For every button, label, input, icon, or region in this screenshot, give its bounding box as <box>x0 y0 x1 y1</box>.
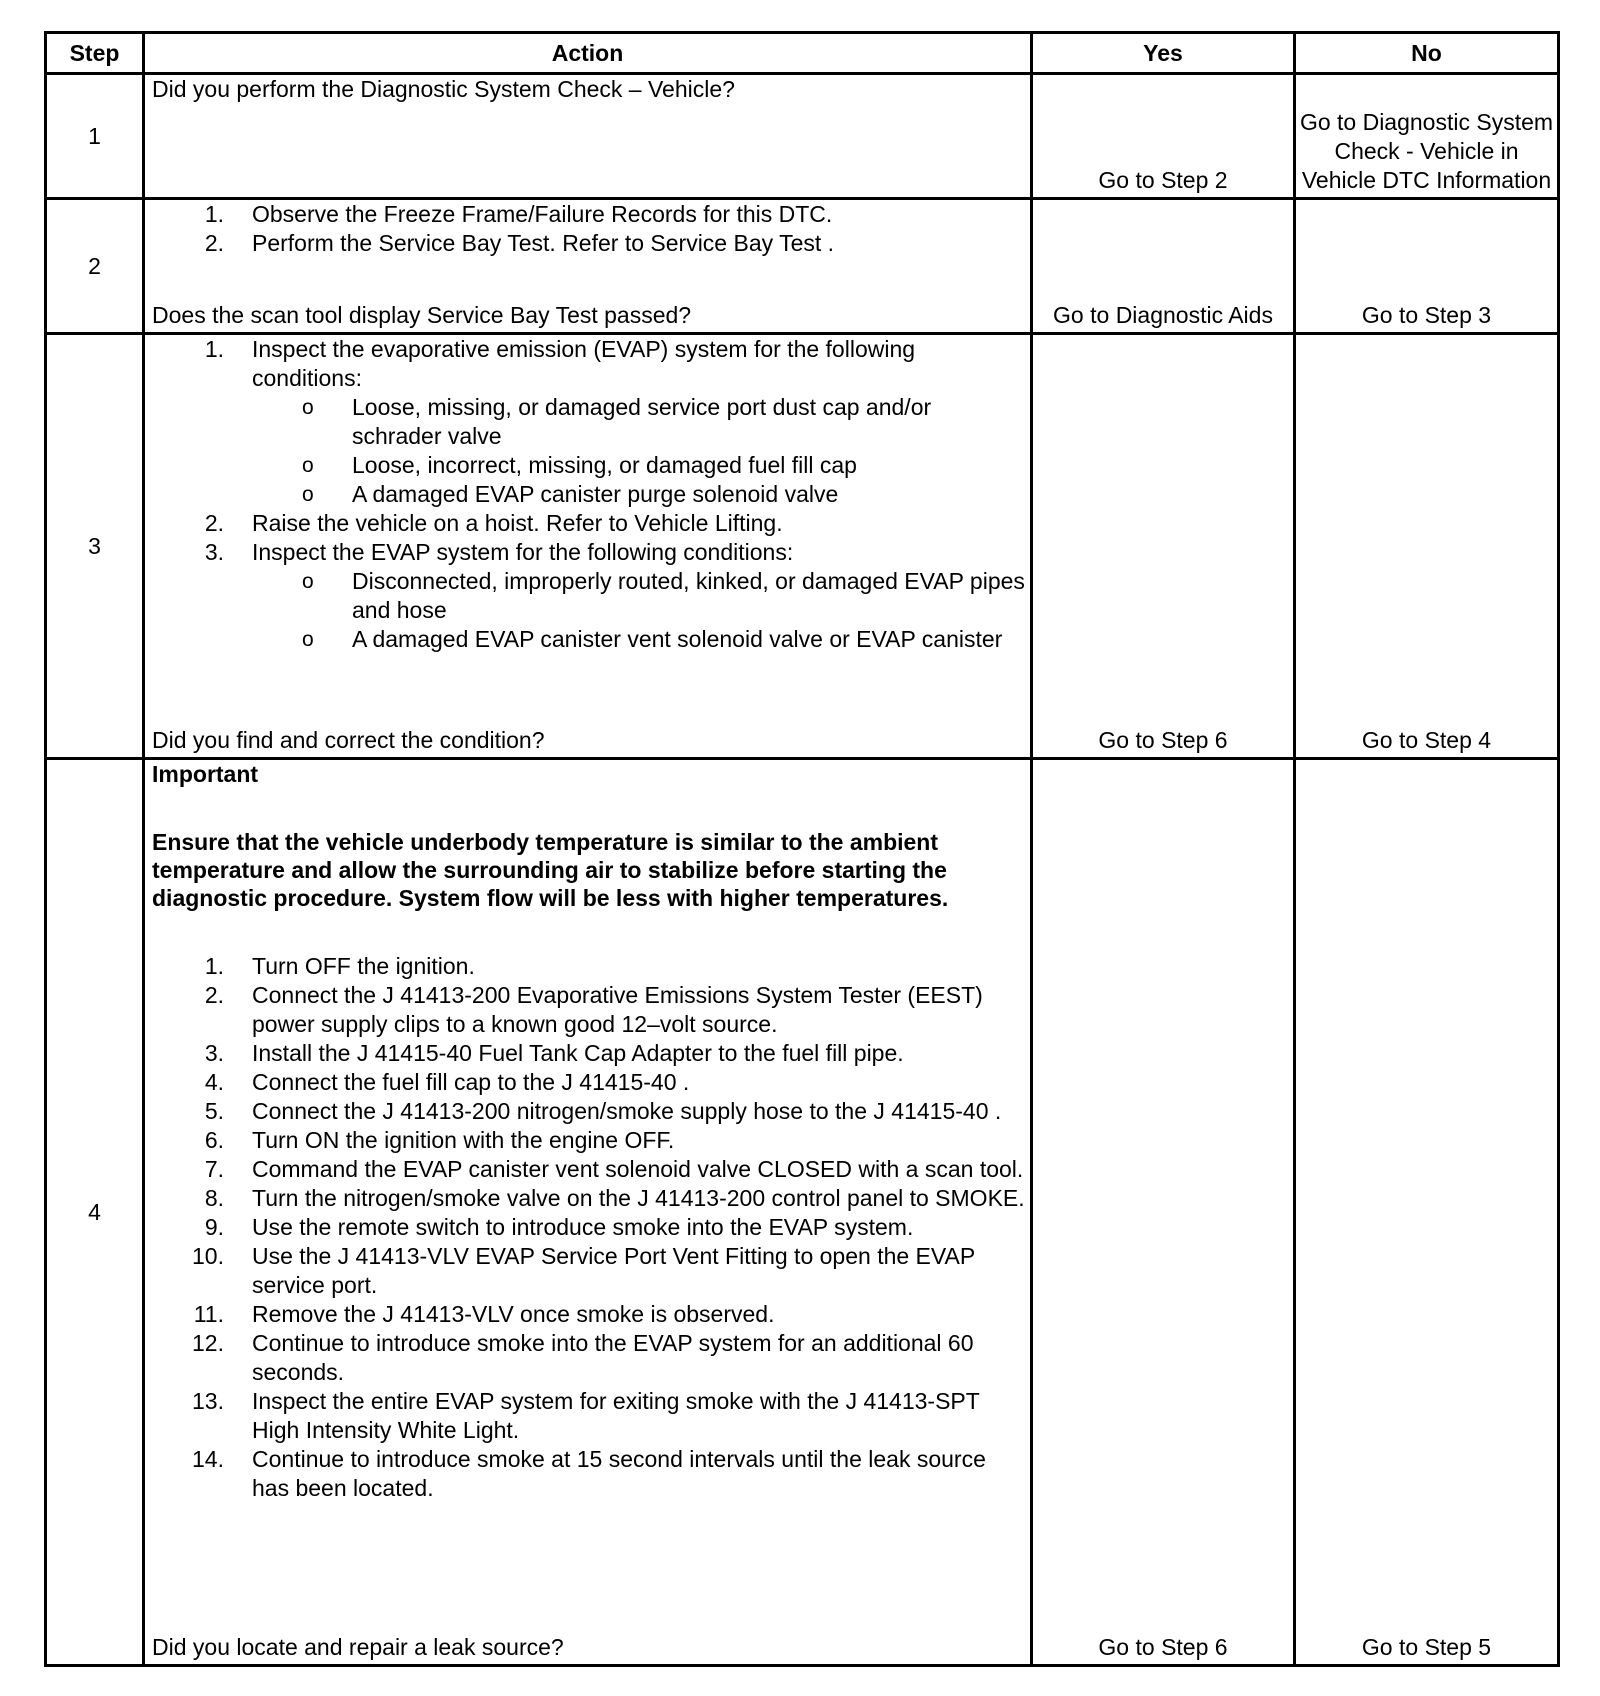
list-item: 8. Turn the nitrogen/smoke valve on the J 41413-200 control panel to SMOKE. <box>204 1185 1025 1211</box>
header-action: Action <box>144 33 1032 74</box>
diagnostic-table-document <box>44 31 1560 1667</box>
list-item: 6. Turn ON the ignition with the engine OFF. <box>204 1127 675 1153</box>
no-cell: Go to Diagnostic System Check - Vehicle in Vehicle DTC Information <box>1295 74 1559 199</box>
action-question: Did you find and correct the condition? <box>152 727 545 753</box>
important-label: Important <box>152 761 259 787</box>
list-item: 14. Continue to introduce smoke at 15 second intervals until the leak source has been located. <box>192 1446 986 1501</box>
step-number: 2 <box>46 199 144 334</box>
yes-cell: Go to Diagnostic Aids <box>1032 199 1295 334</box>
header-step: Step <box>46 33 144 74</box>
action-question: Does the scan tool display Service Bay Test passed? <box>152 302 692 328</box>
table-row-step-4 <box>46 759 1559 1666</box>
table-row-step-2 <box>46 199 1559 334</box>
header-no: No <box>1295 33 1559 74</box>
list-item: 2. Perform the Service Bay Test. Refer to Service Bay Test . <box>204 230 835 256</box>
list-item: 10. Use the J 41413-VLV EVAP Service Port Vent Fitting to open the EVAP service port. <box>192 1243 975 1298</box>
step-number: 1 <box>46 74 144 199</box>
action-question: Did you perform the Diagnostic System Check – Vehicle? <box>152 76 735 102</box>
action-step-list <box>152 952 1026 1503</box>
diagnostic-table <box>44 31 1560 1667</box>
step-number: 3 <box>46 334 144 759</box>
no-cell: Go to Step 4 <box>1295 334 1559 759</box>
action-step-list <box>152 335 1026 654</box>
action-step-list <box>152 200 1026 258</box>
important-note: Ensure that the vehicle underbody temperature is similar to the ambient temperature and allow the surrounding air to stabilize before starting the diagnostic procedure. System flow will be less with higher temperatures. <box>152 829 949 911</box>
list-item: 2. Connect the J 41413-200 Evaporative Emissions System Tester (EEST) power supply clips to a known good 12–volt source. <box>204 982 983 1037</box>
action-cell <box>144 199 1032 334</box>
list-item: 13. Inspect the entire EVAP system for exiting smoke with the J 41413-SPT High Intensity White Light. <box>192 1388 980 1443</box>
action-cell <box>144 74 1032 199</box>
list-item: 3. Install the J 41415-40 Fuel Tank Cap Adapter to the fuel fill pipe. <box>204 1040 904 1066</box>
sub-list-item: o Disconnected, improperly routed, kinked, or damaged EVAP pipes and hose <box>302 568 1025 623</box>
list-item: 7. Command the EVAP canister vent solenoid valve CLOSED with a scan tool. <box>204 1156 1024 1182</box>
list-item: 5. Connect the J 41413-200 nitrogen/smoke supply hose to the J 41415-40 . <box>204 1098 1002 1124</box>
sub-list-item: o Loose, missing, or damaged service port dust cap and/or schrader valve <box>302 394 932 449</box>
list-item: 9. Use the remote switch to introduce smoke into the EVAP system. <box>204 1214 914 1240</box>
action-cell <box>144 334 1032 759</box>
list-item: 1. Observe the Freeze Frame/Failure Records for this DTC. <box>204 201 833 227</box>
action-question: Did you locate and repair a leak source? <box>152 1634 564 1660</box>
table-row-step-3 <box>46 334 1559 759</box>
sub-list-item: o A damaged EVAP canister vent solenoid valve or EVAP canister <box>302 626 1003 652</box>
table-row-step-1 <box>46 74 1559 199</box>
sub-list-item: o Loose, incorrect, missing, or damaged fuel fill cap <box>302 452 857 478</box>
yes-cell: Go to Step 2 <box>1032 74 1295 199</box>
action-cell <box>144 759 1032 1666</box>
sub-list-item: o A damaged EVAP canister purge solenoid valve <box>302 481 839 507</box>
yes-cell: Go to Step 6 <box>1032 759 1295 1666</box>
sub-list <box>252 393 1026 509</box>
header-yes: Yes <box>1032 33 1295 74</box>
list-item: 1. Inspect the evaporative emission (EVAP) system for the following conditions: o Loose, missing, or damaged service port dust cap and/or schrader valve o Loose, incorrect, missing, or damaged fuel fill cap o A damaged EVAP canister purge solenoid valve <box>152 335 1026 509</box>
sub-list <box>252 567 1026 654</box>
yes-cell: Go to Step 6 <box>1032 334 1295 759</box>
list-item: 4. Connect the fuel fill cap to the J 41415-40 . <box>204 1069 690 1095</box>
no-cell: Go to Step 3 <box>1295 199 1559 334</box>
step-number: 4 <box>46 759 144 1666</box>
list-item: 11. Remove the J 41413-VLV once smoke is observed. <box>193 1301 775 1327</box>
list-item: 2. Raise the vehicle on a hoist. Refer to Vehicle Lifting. <box>204 510 783 536</box>
no-cell: Go to Step 5 <box>1295 759 1559 1666</box>
header-row <box>46 33 1559 74</box>
list-item: 12. Continue to introduce smoke into the EVAP system for an additional 60 seconds. <box>192 1330 974 1385</box>
list-item: 3. Inspect the EVAP system for the following conditions: o Disconnected, improperly routed, kinked, or damaged EVAP pipes and hose o A damaged EVAP canister vent solenoid valve or EVAP canister <box>152 538 1026 654</box>
list-item: 1. Turn OFF the ignition. <box>204 953 475 979</box>
